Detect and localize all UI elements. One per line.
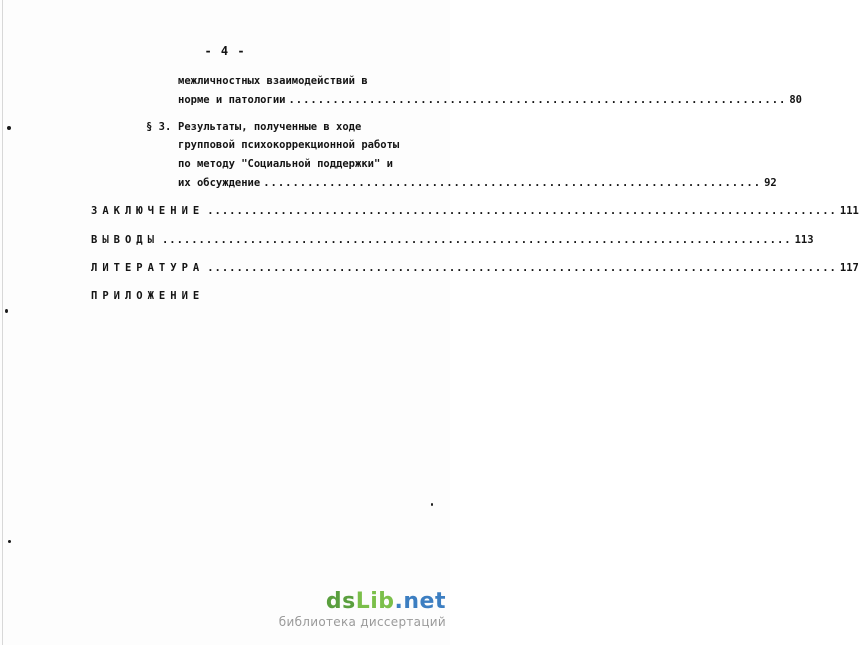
page-number: - 4 - xyxy=(204,44,246,58)
toc-page-number: 111 xyxy=(839,205,859,217)
dot-leader: ...................................................................................... xyxy=(207,262,837,274)
toc-entry-continued-line2: норме и патологии xyxy=(178,94,286,106)
toc-heading-conclusion: ЗАКЛЮЧЕНИЕ xyxy=(91,205,205,217)
toc-heading-findings: ВЫВОДЫ xyxy=(91,234,159,246)
section-marker: § 3. xyxy=(146,121,172,133)
scan-speck xyxy=(431,503,433,506)
toc-entry-appendix[interactable]: ПРИЛОЖЕНИЕ xyxy=(91,290,205,302)
toc-entry-conclusion[interactable] xyxy=(91,205,859,218)
watermark-logo-lib: Lib xyxy=(355,589,395,614)
scan-speck xyxy=(5,309,8,313)
dot-leader: ...................................................................................... xyxy=(161,234,792,246)
scan-speck xyxy=(7,126,11,130)
toc-entry-s3-line2: групповой психокоррекционной работы xyxy=(178,139,400,151)
toc-entry-literature[interactable] xyxy=(91,262,859,275)
toc-entry-findings[interactable] xyxy=(91,234,814,247)
toc-entry-s3[interactable] xyxy=(178,177,777,190)
toc-page-number: 92 xyxy=(764,177,777,189)
scan-speck xyxy=(8,540,11,543)
scan-edge-line xyxy=(2,0,3,645)
toc-page-number: 117 xyxy=(839,262,859,274)
toc-entry-s3-line3: по методу "Социальной поддержки" и xyxy=(178,158,393,170)
watermark-logo-ds: ds xyxy=(325,589,356,614)
watermark-subtitle: библиотека диссертаций xyxy=(278,615,446,629)
dot-leader: .................................................................... xyxy=(288,94,787,106)
toc-entry-s3-line4: их обсуждение xyxy=(178,177,261,189)
toc-page-number: 113 xyxy=(794,234,814,246)
toc-page-number: 80 xyxy=(789,94,802,106)
watermark-logo xyxy=(266,590,446,614)
toc-entry-continued-line1: межличностных взаимодействий в xyxy=(178,75,368,87)
watermark-logo-net: .net xyxy=(394,589,446,614)
dot-leader: ...................................................................................... xyxy=(207,205,837,217)
watermark xyxy=(266,590,446,640)
toc-entry-continued[interactable] xyxy=(178,94,802,107)
toc-heading-literature: ЛИТЕРАТУРА xyxy=(91,262,205,274)
toc-entry-s3-line1: Результаты, полученные в ходе xyxy=(178,121,362,133)
dot-leader: .................................................................... xyxy=(263,177,762,189)
